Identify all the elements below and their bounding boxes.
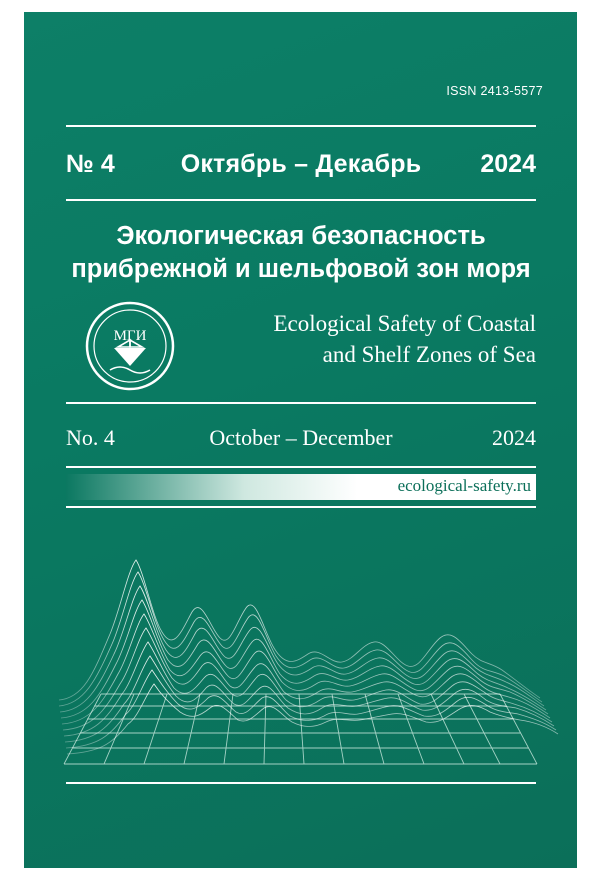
issue-year-en: 2024 — [492, 425, 536, 450]
issue-number-en: No. 4 — [66, 425, 115, 450]
divider-rule-under-gradient — [66, 506, 536, 508]
issue-line-ru — [66, 140, 536, 188]
mhi-emblem-icon — [84, 300, 176, 392]
cover-background — [24, 12, 577, 868]
issue-year-ru: 2024 — [480, 149, 536, 178]
journal-title-ru — [66, 220, 536, 285]
divider-rule-top — [66, 125, 536, 127]
journal-title-en-line2: and Shelf Zones of Sea — [322, 342, 536, 368]
website-label: ecological-safety.ru — [397, 476, 531, 495]
divider-rule-under-issue-ru — [66, 199, 536, 201]
divider-rule-above-issue-en — [66, 402, 536, 404]
issn-label: ISSN 2413-5577 — [446, 84, 543, 98]
divider-rule-under-issue-en — [66, 466, 536, 468]
issue-period-ru: Октябрь – Декабрь — [180, 149, 422, 178]
journal-title-ru-line2: прибрежной и шельфовой зон моря — [71, 254, 531, 283]
issue-line-en — [66, 416, 536, 460]
journal-title-en-line1: Ecological Safety of Coastal — [273, 311, 536, 336]
journal-title-ru-line1: Экологическая безопасность — [116, 222, 486, 250]
issue-period-en: October – December — [209, 425, 393, 450]
wave-surface-ridgeline-graphic — [24, 512, 577, 802]
issue-number-ru: № 4 — [66, 149, 115, 178]
svg-text:МГИ: МГИ — [113, 328, 147, 344]
journal-title-en — [236, 308, 536, 370]
divider-rule-bottom — [66, 782, 536, 784]
